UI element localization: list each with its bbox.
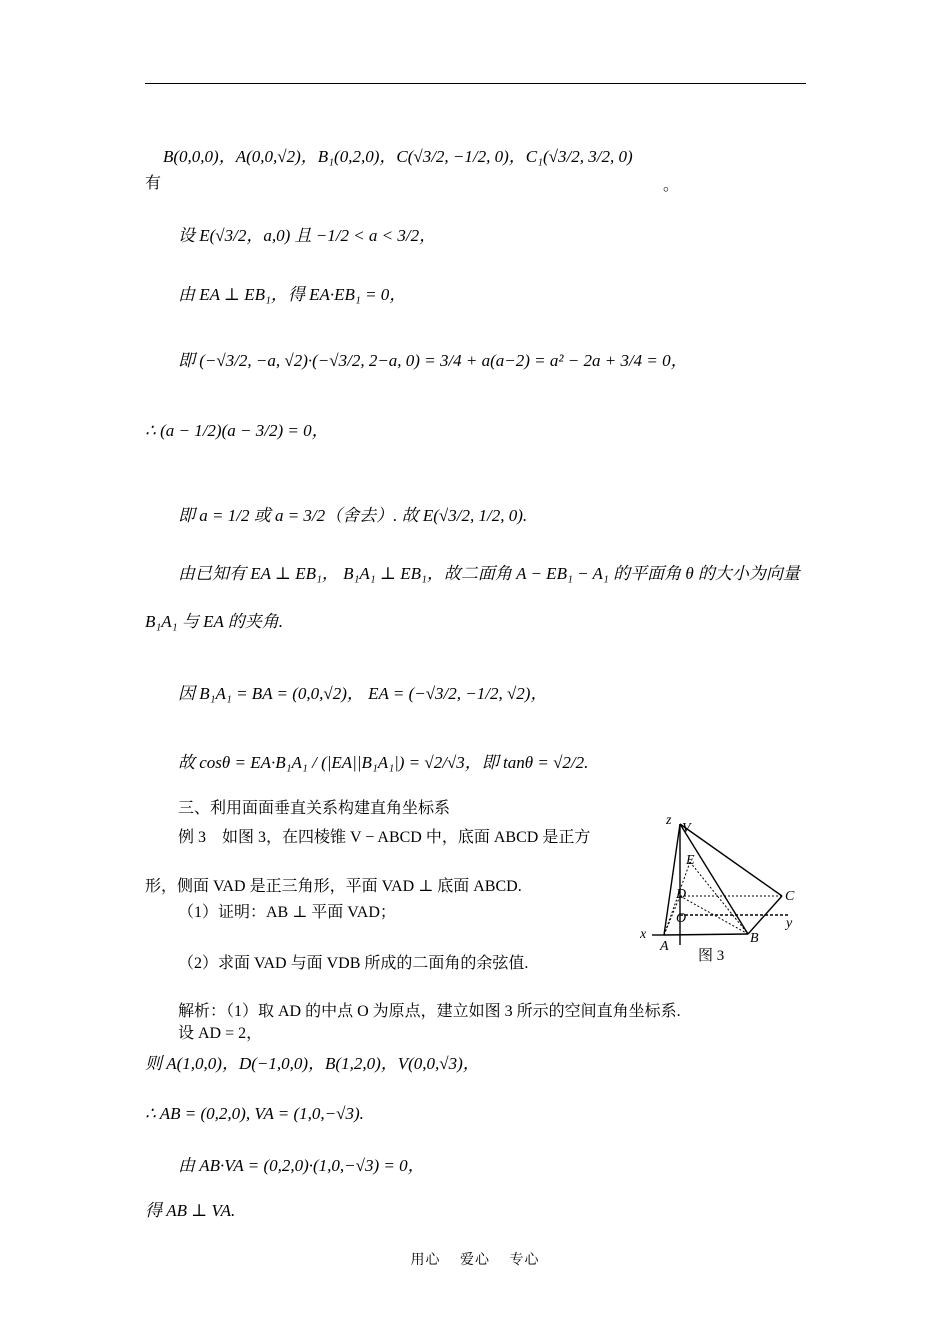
angle-line: 由已知有 EA ⊥ EB₁， B₁A₁ ⊥ EB₁，故二面角 A − EB₁ − A₁ 的平面角 θ 的大小为向量 [178, 564, 800, 583]
factor-line: ∴ (a − 1/2)(a − 3/2) = 0， [145, 421, 329, 440]
label-b: B [750, 931, 759, 946]
edge-vb [680, 824, 748, 934]
part-1: （1）证明：AB ⊥ 平面 VAD； [178, 904, 396, 921]
cos-line: 故 cosθ = EA·B₁A₁ / (|EA||B₁A₁|) = √2/√3，即 tanθ = √2/2. [178, 753, 589, 772]
label-a: A [660, 939, 669, 954]
label-o: O [676, 911, 687, 926]
label-y: y [786, 916, 793, 931]
label-e: E [686, 853, 695, 868]
example-line: 例 3 如图 3，在四棱锥 V − ABCD 中，底面 ABCD 是正方 [178, 829, 591, 846]
part-2: （2）求面 VAD 与面 VDB 所成的二面角的余弦值. [178, 955, 529, 972]
example-line-cont: 形，侧面 VAD 是正三角形，平面 VAD ⊥ 底面 ABCD. [145, 878, 522, 895]
set-e-line: 设 E(√3/2，a,0) 且 −1/2 < a < 3/2， [178, 226, 437, 245]
section-heading: 三、利用面面垂直关系构建直角坐标系 [178, 800, 451, 817]
from-perp-line: 由 EA ⊥ EB₁，得 EA·EB₁ = 0， [178, 285, 407, 304]
dot-product-line: 即 (−√3/2, −a, √2)·(−√3/2, 2−a, 0) = 3/4 + a(a−2) = a² − 2a + 3/4 = 0， [178, 351, 688, 370]
pyramid-figure [640, 810, 805, 965]
dot-ab-va: 由 AB·VA = (0,2,0)·(1,0,−√3) = 0， [178, 1156, 425, 1175]
text-you: 有 [145, 175, 162, 192]
figure-caption: 图 3 [698, 948, 725, 964]
edge-vc [680, 824, 782, 896]
vectors-line: 因 B₁A₁ = BA = (0,0,√2)， EA = (−√3/2, −1/2, √2)， [178, 684, 548, 703]
label-v: V [682, 821, 691, 836]
solution-line: 即 a = 1/2 或 a = 3/2（舍去）. 故 E(√3/2, 1/2, 0). [178, 506, 528, 525]
label-x: x [640, 927, 647, 942]
label-z: z [666, 813, 672, 828]
edge-ab [664, 934, 748, 935]
edge-eb [690, 862, 748, 934]
conclusion-line: 得 AB ⊥ VA. [145, 1201, 236, 1220]
label-d: D [676, 887, 687, 902]
points-line: 则 A(1,0,0)，D(−1,0,0)，B(1,2,0)，V(0,0,√3)， [145, 1054, 480, 1073]
angle-line-cont: B₁A₁ 与 EA 的夹角. [145, 612, 284, 631]
analysis-line: 解析：（1）取 AD 的中点 O 为原点，建立如图 3 所示的空间直角坐标系. [178, 1003, 681, 1020]
label-c: C [785, 889, 795, 904]
text-period: 。 [663, 177, 680, 194]
coords-line: B(0,0,0)，A(0,0,√2)，B₁(0,2,0)，C(√3/2, −1/2, 0)，C₁(√3/2, 3/2, 0) [163, 147, 633, 166]
header-rule [145, 83, 806, 84]
page-footer: 用心 爱心 专心 [410, 1253, 540, 1268]
set-ad-line: 设 AD = 2， [178, 1025, 263, 1042]
vectors-ab-va: ∴ AB = (0,2,0), VA = (1,0,−√3). [145, 1104, 364, 1123]
